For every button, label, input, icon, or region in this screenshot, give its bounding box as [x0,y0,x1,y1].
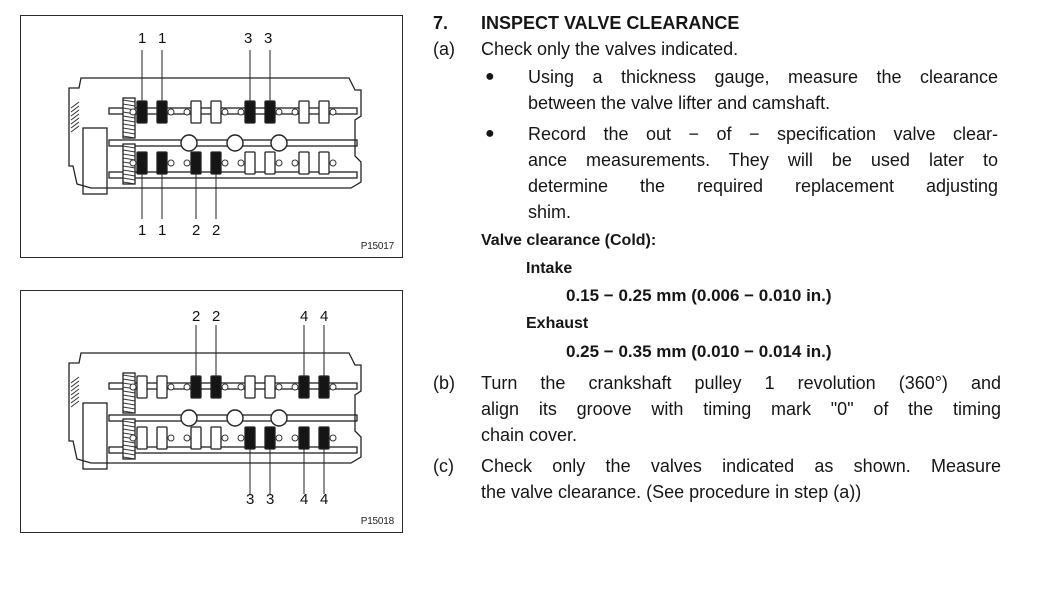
top-marker-3: 3 [244,30,253,47]
top-marker-4: 4 [320,308,329,325]
valve-lifter [265,152,275,174]
exhaust-value: 0.25 − 0.35 mm (0.010 − 0.014 in.) [566,342,832,361]
valve-lifter [211,101,221,123]
bolt [222,384,228,390]
valve-lifter-highlighted [245,101,255,123]
bolt [222,109,228,115]
bolt [168,435,174,441]
bullet-1-line-1: Using a thickness gauge, measure the clearance [528,67,998,87]
valve-lifter-highlighted [137,152,147,174]
valve-lifter-highlighted [157,152,167,174]
valve-lifter [191,427,201,449]
valve-lifter-highlighted [319,376,329,398]
valve-lifter [137,376,147,398]
valve-lifter [157,376,167,398]
bolt [276,160,282,166]
bolt [130,160,136,166]
valve-lifter-highlighted [245,427,255,449]
bolt [130,384,136,390]
timing-chain-housing [83,128,107,194]
bolt [184,109,190,115]
step-c-line-1: Check only the valves indicated as shown. Measure [481,456,1001,476]
bolt [168,384,174,390]
valve-lifter [245,376,255,398]
intake-label: Intake [526,260,573,277]
top-marker-1: 1 [138,30,147,47]
valve-lifter [319,152,329,174]
valve-lifter [157,427,167,449]
valve-lifter-highlighted [299,376,309,398]
spark-plug-hole [271,410,287,426]
spark-plug-hole [271,135,287,151]
bullet-2-line-3: determine the required replacement adjusting [528,176,998,196]
spark-plug-hole [227,410,243,426]
bottom-marker-3: 2 [192,222,201,239]
valve-lifter-highlighted [191,376,201,398]
valve-lifter [211,427,221,449]
valve-lifter-highlighted [157,101,167,123]
figure-valve-diagram-2 [20,290,403,533]
timing-chain-housing [83,403,107,469]
bullet-2-line-4: shim. [528,202,572,222]
bolt [292,160,298,166]
valve-lifter [137,427,147,449]
bolt [292,384,298,390]
bolt [184,384,190,390]
step-a-text: Check only the valves indicated. [481,39,739,59]
top-marker-3: 4 [300,308,309,325]
bottom-marker-1: 3 [246,491,255,508]
bottom-marker-2: 1 [158,222,167,239]
bolt [238,160,244,166]
bolt [276,384,282,390]
valve-lifter [319,101,329,123]
bolt [130,435,136,441]
step-b-line-1: Turn the crankshaft pulley 1 revolution (360°) and [481,373,1001,393]
valve-lifter [299,101,309,123]
bullet-icon: ● [485,68,495,85]
valve-lifter-highlighted [211,376,221,398]
valve-lifter-highlighted [191,152,201,174]
bullet-2-line-2: ance measurements. They will be used later to [528,150,998,170]
top-marker-1: 2 [192,308,201,325]
bolt [330,160,336,166]
bottom-marker-3: 4 [300,491,309,508]
bolt [238,435,244,441]
bolt [184,160,190,166]
section-title: INSPECT VALVE CLEARANCE [481,13,740,33]
intake-value: 0.15 − 0.25 mm (0.006 − 0.010 in.) [566,286,832,305]
bolt [168,160,174,166]
figure-valve-diagram-1 [20,15,403,258]
valve-lifter [245,152,255,174]
step-b-line-2: align its groove with timing mark "0" of the timing [481,399,1001,419]
bolt [222,435,228,441]
cylinder-head-drawing [21,16,402,257]
valve-lifter-highlighted [299,427,309,449]
bullet-2-line-1: Record the out − of − specification valve clear- [528,124,998,144]
spec-title: Valve clearance (Cold): [481,232,657,249]
spark-plug-hole [181,410,197,426]
step-c-mark: (c) [433,456,454,476]
valve-lifter [265,376,275,398]
step-c-line-2: the valve clearance. (See procedure in step (a)) [481,482,862,502]
bullet-1-line-2: between the valve lifter and camshaft. [528,93,831,113]
top-marker-2: 1 [158,30,167,47]
bolt [222,160,228,166]
spark-plug-hole [181,135,197,151]
valve-lifter-highlighted [265,427,275,449]
bolt [168,109,174,115]
cylinder-head-drawing [21,291,402,532]
step-b-mark: (b) [433,373,455,393]
step-a-mark: (a) [433,39,455,59]
figure-id: P15017 [360,241,394,252]
bottom-marker-1: 1 [138,222,147,239]
bolt [330,109,336,115]
bottom-marker-2: 3 [266,491,275,508]
step-b-line-3: chain cover. [481,425,578,445]
bolt [292,435,298,441]
bottom-marker-4: 4 [320,491,329,508]
bolt [238,384,244,390]
valve-lifter-highlighted [137,101,147,123]
valve-lifter-highlighted [211,152,221,174]
bolt [130,109,136,115]
valve-lifter-highlighted [319,427,329,449]
exhaust-label: Exhaust [526,315,589,332]
bolt [330,435,336,441]
bolt [292,109,298,115]
figure-id: P15018 [360,516,394,527]
valve-lifter [299,152,309,174]
spark-plug-hole [227,135,243,151]
bottom-marker-4: 2 [212,222,221,239]
valve-lifter-highlighted [265,101,275,123]
bolt [184,435,190,441]
section-number: 7. [433,13,449,33]
top-marker-4: 3 [264,30,273,47]
bullet-icon: ● [485,125,495,142]
bolt [330,384,336,390]
top-marker-2: 2 [212,308,221,325]
bolt [276,435,282,441]
bolt [238,109,244,115]
valve-lifter [191,101,201,123]
bolt [276,109,282,115]
